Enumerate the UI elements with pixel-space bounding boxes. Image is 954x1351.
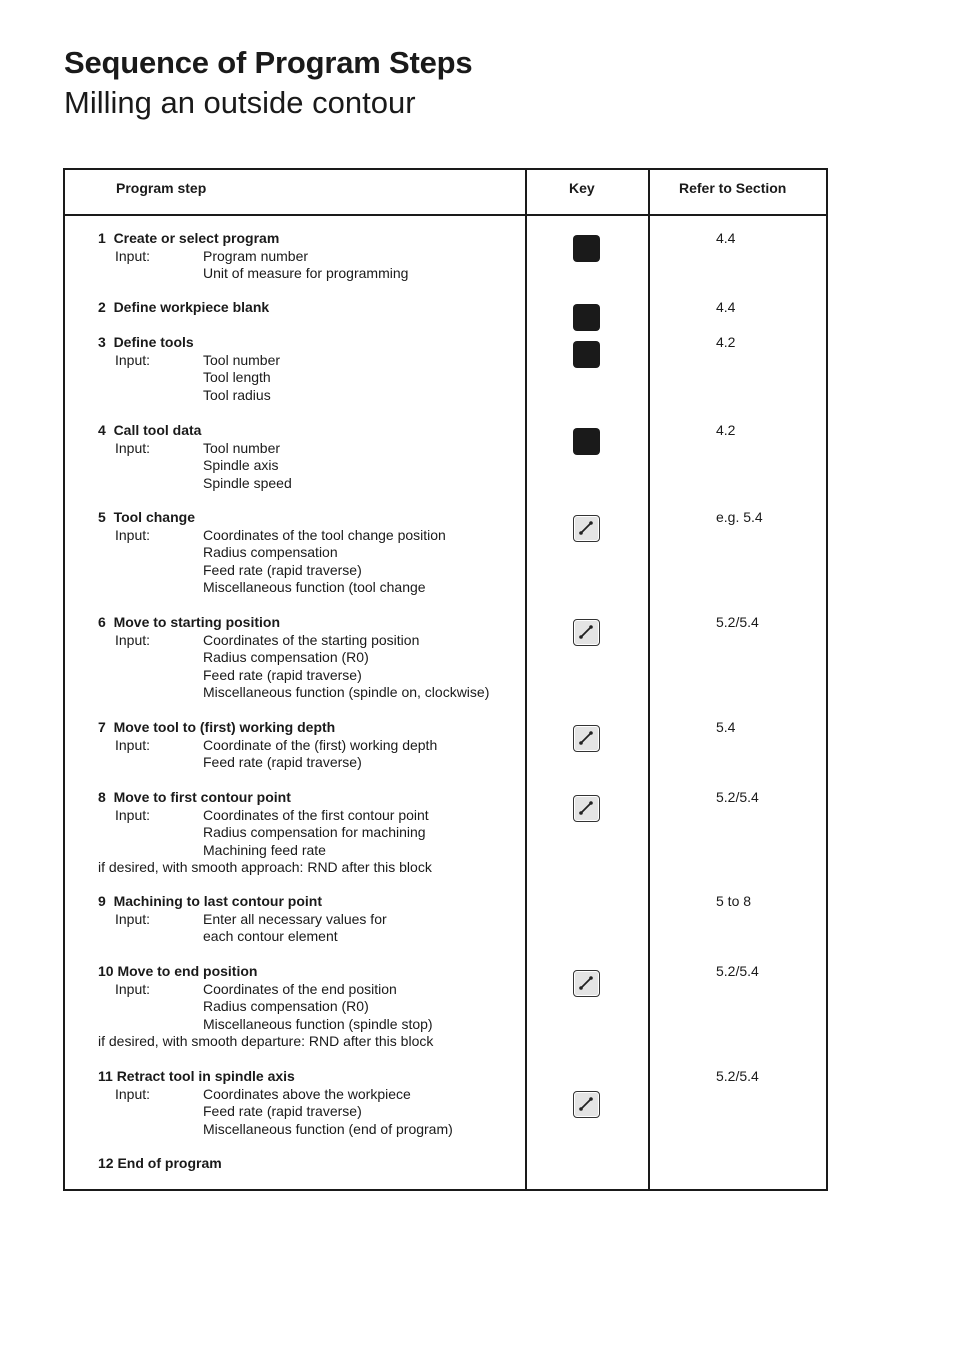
input-item: Coordinates of the tool change position [203,526,446,543]
step-heading: 10 Move to end position [98,963,258,979]
input-item: Feed rate (rapid traverse) [203,666,362,683]
header-program-step: Program step [116,180,207,196]
program-steps-table [63,168,828,1191]
table-row [98,509,518,597]
straight-line-key-icon [573,619,600,646]
section-reference: 5 to 8 [716,893,752,909]
black-key-icon [573,428,600,455]
page-title: Sequence of Program Steps [64,45,473,80]
table-row [98,893,518,946]
input-item: Tool number [203,439,281,456]
input-item: Radius compensation (R0) [203,998,369,1014]
step-note: if desired, with smooth departure: RND after this block [98,1033,434,1049]
page-subtitle: Milling an outside contour [64,85,416,120]
input-item: Coordinates of the first contour point [203,806,429,823]
input-item: Tool number [203,351,281,368]
input-item: Coordinates of the starting position [203,631,420,648]
straight-line-key-icon [573,515,600,542]
step-heading: 1 Create or select program [98,230,280,246]
step-inputs [98,737,518,772]
table-row [98,963,518,1051]
input-item: Miscellaneous function (spindle on, clockwise) [203,684,490,700]
line-path-icon [577,1095,595,1113]
input-item: Coordinates of the end position [203,980,397,997]
step-inputs [98,632,518,702]
step-inputs [98,1086,518,1139]
section-reference: 4.2 [716,422,736,438]
step-inputs [98,440,518,493]
straight-line-key-icon [573,1091,600,1118]
step-inputs [98,981,518,1034]
input-item: Radius compensation for machining [203,824,426,840]
table-row [98,1068,518,1138]
input-item: Unit of measure for programming [203,265,409,281]
step-inputs [98,248,518,283]
input-item: Spindle speed [203,474,292,491]
input-item: Miscellaneous function (end of program) [203,1120,453,1137]
section-reference: 5.2/5.4 [716,789,759,805]
step-note: if desired, with smooth approach: RND after this block [98,859,432,875]
input-item: Feed rate (rapid traverse) [203,754,362,770]
input-item: Feed rate (rapid traverse) [203,561,362,578]
line-path-icon [577,799,595,817]
straight-line-key-icon [573,725,600,752]
input-item: Radius compensation [203,544,338,560]
step-inputs [98,911,518,946]
step-heading: 8 Move to first contour point [98,789,291,805]
table-row [98,789,518,877]
step-heading: 9 Machining to last contour point [98,893,322,909]
black-key-icon [573,235,600,262]
black-key-icon [573,341,600,368]
line-path-icon [577,519,595,537]
line-path-icon [577,623,595,641]
table-row [98,334,518,404]
header-key: Key [569,180,595,196]
table-row [98,299,518,317]
line-path-icon [577,974,595,992]
input-item: Radius compensation (R0) [203,649,369,665]
input-label: Input: [115,980,151,997]
section-reference: 5.2/5.4 [716,1068,759,1084]
step-heading: 3 Define tools [98,334,194,350]
input-label: Input: [115,736,151,753]
table-row [98,230,518,283]
step-heading: 11 Retract tool in spindle axis [98,1068,295,1084]
black-key-icon [573,304,600,331]
input-item: Enter all necessary values for [203,910,387,927]
section-reference: e.g. 5.4 [716,509,763,525]
input-item: Program number [203,247,309,264]
step-heading: 6 Move to starting position [98,614,281,630]
straight-line-key-icon [573,795,600,822]
step-heading: 4 Call tool data [98,422,202,438]
input-label: Input: [115,439,151,456]
line-path-icon [577,729,595,747]
input-item: Tool radius [203,386,271,403]
input-label: Input: [115,351,151,368]
step-heading: 2 Define workpiece blank [98,299,270,315]
step-inputs [98,527,518,597]
step-inputs [98,352,518,405]
section-reference: 5.2/5.4 [716,963,759,979]
input-item: Spindle axis [203,457,279,473]
column-divider [648,170,650,1189]
input-item: Miscellaneous function (tool change [203,579,426,595]
table-row [98,422,518,492]
input-label: Input: [115,526,151,543]
input-item: Tool length [203,369,271,385]
section-reference: 4.4 [716,299,736,315]
step-inputs [98,807,518,860]
input-item: Machining feed rate [203,841,326,858]
straight-line-key-icon [573,970,600,997]
input-item: each contour element [203,928,338,944]
column-divider [525,170,527,1189]
section-reference: 4.2 [716,334,736,350]
input-item: Coordinates above the workpiece [203,1085,411,1102]
table-row [98,1155,518,1173]
input-label: Input: [115,631,151,648]
section-reference: 5.2/5.4 [716,614,759,630]
input-label: Input: [115,806,151,823]
table-row [98,614,518,702]
section-reference: 4.4 [716,230,736,246]
section-reference: 5.4 [716,719,736,735]
step-heading: 12 End of program [98,1155,222,1171]
step-heading: 5 Tool change [98,509,195,525]
input-item: Coordinate of the (first) working depth [203,736,438,753]
step-heading: 7 Move tool to (first) working depth [98,719,336,735]
input-item: Miscellaneous function (spindle stop) [203,1015,433,1032]
input-label: Input: [115,910,151,927]
header-divider [65,214,826,216]
header-refer-to-section: Refer to Section [679,180,787,196]
input-label: Input: [115,247,151,264]
table-row [98,719,518,772]
input-item: Feed rate (rapid traverse) [203,1103,362,1119]
input-label: Input: [115,1085,151,1102]
